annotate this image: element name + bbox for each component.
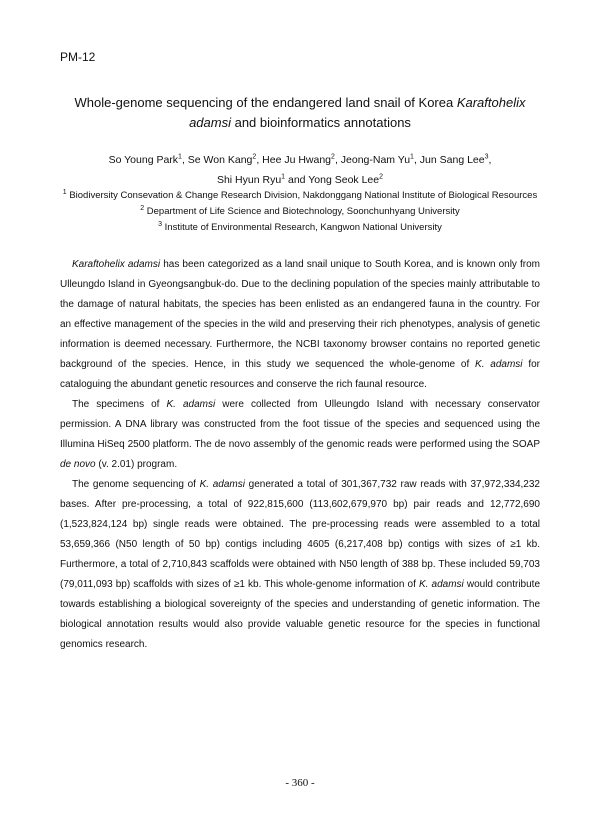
- author: Yong Seok Lee$^2$: [308, 173, 384, 186]
- author: Se Won Kang$^2$: [187, 153, 257, 166]
- abstract-body: [60, 255, 540, 655]
- author: Jun Sang Lee$^3$: [419, 153, 489, 166]
- author: Shi Hyun Ryu$^1$: [216, 173, 286, 186]
- affiliation: $^1$ Biodiversity Consevation & Change Research Division, Nakdonggang National Institute of Biological Resources: [62, 188, 538, 201]
- affiliation-list: [55, 188, 545, 236]
- abstract-code: PM-12: [60, 50, 96, 64]
- affiliation: $^3$ Institute of Environmental Research, Kangwon National University: [158, 220, 442, 233]
- paragraph: The specimens of K. adamsi were collected from Ulleungdo Island with necessary conservator permission. A DNA library was constructed from the foot tissue of the species and sequenced using the Illumina HiSeq 2500 platform. The de novo assembly of the genomic reads were performed using the SOAP de novo (v. 2.01) program.: [60, 399, 540, 470]
- paper-title: [70, 93, 530, 133]
- title-part1: Whole-genome sequencing of the endangered land snail of Korea: [74, 95, 457, 110]
- paragraph: The genome sequencing of K. adamsi generated a total of 301,367,732 raw reads with 37,972,334,232 bases. After pre-processing, a total of 922,815,600 (113,602,679,970 bp) pair reads and 12,772,690 (1,523,824,124 bp) single reads were obtained. The pre-processing reads were assembled to a total 53,659,366 (N50 length of 50 bp) contigs including 4605 (6,217,408 bp) contigs with sizes of ≥1 kb. Furthermore, a total of 2,710,843 scaffolds were obtained with N50 length of 388 bp. These included 59,703 (79,011,093 bp) scaffolds with sizes of ≥1 kb. This whole-genome information of K. adamsi would contribute towards establishing a biological sovereignty of the species and understanding of genetic information. The biological annotation results would also provide valuable genetic resource for the species in functional genomics research.: [60, 479, 541, 650]
- author-list: So Young Park$^1$, Se Won Kang$^2$, Hee Ju Hwang$^2$, Jeong-Nam Yu$^1$, Jun Sang Lee$^3$, Shi Hyun Ryu$^1$ and Yong Seok Lee$^2$: [108, 153, 492, 186]
- affiliation: $^2$ Department of Life Science and Biotechnology, Soonchunhyang University: [140, 204, 460, 217]
- page-number: - 360 -: [285, 777, 315, 789]
- paragraph: Karaftohelix adamsi has been categorized as a land snail unique to South Korea, and is known only from Ulleungdo Island in Gyeongsangbuk-do. Due to the declining population of the species mainly attributable to the damage of natural habitats, the species has been enlisted as an endangered fauna in the country. For an effective management of the species in the wild and preserving their rich phenotypes, analysis of genetic information is deemed necessary. Furthermore, the NCBI taxonomy browser contains no reported genetic background of the species. Hence, in this study we sequenced the whole-genome of K. adamsi for cataloguing the abundant genetic resources and conserve the rich faunal resource.: [60, 259, 540, 390]
- author: Jeong-Nam Yu$^1$: [340, 153, 414, 166]
- author: So Young Park$^1$: [108, 153, 182, 166]
- title-species: Karaftohelix adamsi: [189, 95, 526, 130]
- author: Hee Ju Hwang$^2$: [262, 153, 335, 166]
- title-part2: and bioinformatics annotations: [230, 115, 411, 130]
